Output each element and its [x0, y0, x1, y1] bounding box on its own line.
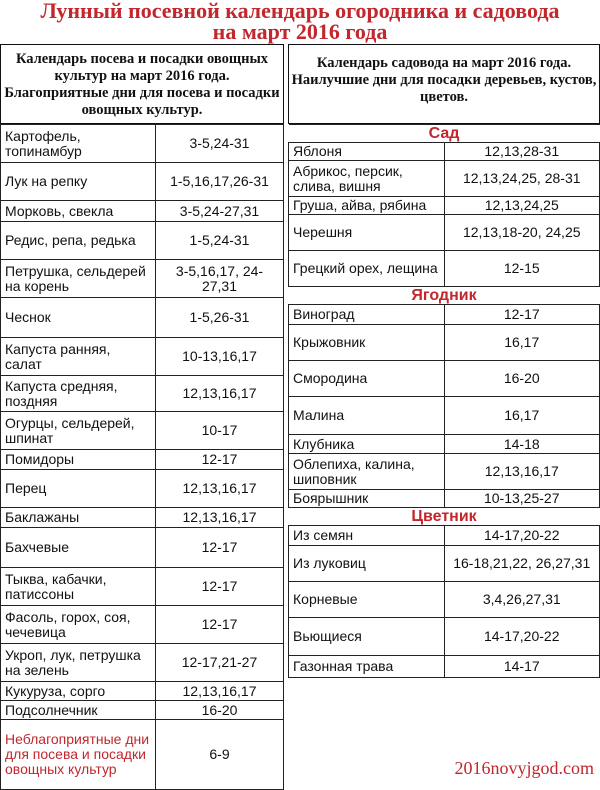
plant-name: Клубника [289, 435, 445, 454]
plant-days: 12,13,16,17 [444, 454, 600, 490]
table-row [289, 526, 600, 546]
unfavorable-label: Неблагоприятные дни для посева и посадки овощных культур [1, 720, 156, 790]
table-row [289, 215, 600, 251]
table-row [289, 656, 600, 678]
table-row [1, 201, 284, 222]
table-row [1, 338, 284, 376]
section-title-flowers: Цветник [289, 508, 600, 526]
plant-name: Абрикос, персик, слива, вишня [289, 161, 445, 197]
table-row [289, 454, 600, 490]
table-row [1, 163, 284, 201]
plant-days: 14-17,20-22 [444, 618, 600, 656]
crop-name: Кукуруза, сорго [1, 682, 156, 701]
crop-days: 1-5,26-31 [156, 298, 284, 338]
crop-days: 12-17 [156, 568, 284, 606]
table-row [289, 435, 600, 454]
table-row [1, 298, 284, 338]
table-row [1, 606, 284, 644]
crop-name: Укроп, лук, петрушка на зелень [1, 644, 156, 682]
crop-days: 3-5,24-31 [156, 125, 284, 163]
crop-days: 10-13,16,17 [156, 338, 284, 376]
crop-days: 1-5,24-31 [156, 222, 284, 260]
plant-name: Груша, айва, рябина [289, 197, 445, 215]
site-watermark[interactable]: 2016novyjgod.com [454, 758, 594, 778]
crop-name: Чеснок [1, 298, 156, 338]
table-row [1, 450, 284, 470]
plant-name: Грецкий орех, лещина [289, 251, 445, 287]
crop-name: Баклажаны [1, 508, 156, 528]
table-row [289, 143, 600, 161]
plant-days: 12-15 [444, 251, 600, 287]
plant-days: 14-17,20-22 [444, 526, 600, 546]
table-row [1, 528, 284, 568]
crop-name: Морковь, свекла [1, 201, 156, 222]
plant-name: Малина [289, 397, 445, 435]
crop-name: Бахчевые [1, 528, 156, 568]
garden-calendar [288, 44, 600, 678]
section-row [289, 287, 600, 305]
plant-days: 12,13,24,25, 28-31 [444, 161, 600, 197]
section-title-garden: Сад [289, 125, 600, 143]
table-row [289, 325, 600, 361]
plant-name: Черешня [289, 215, 445, 251]
table-row [289, 546, 600, 582]
plant-days: 14-18 [444, 435, 600, 454]
table-row [1, 701, 284, 720]
plant-name: Крыжовник [289, 325, 445, 361]
table-row [1, 470, 284, 508]
plant-days: 16-18,21,22, 26,27,31 [444, 546, 600, 582]
table-row [1, 222, 284, 260]
plant-days: 16-20 [444, 361, 600, 397]
section-title-berries: Ягодник [289, 287, 600, 305]
table-row [289, 305, 600, 325]
plant-days: 12,13,24,25 [444, 197, 600, 215]
crop-days: 12-17 [156, 450, 284, 470]
crop-days: 10-17 [156, 412, 284, 450]
crop-days: 3-5,24-27,31 [156, 201, 284, 222]
plant-name: Облепиха, калина, шиповник [289, 454, 445, 490]
plant-name: Смородина [289, 361, 445, 397]
plant-name: Из семян [289, 526, 445, 546]
crop-name: Фасоль, горох, соя, чечевица [1, 606, 156, 644]
crop-name: Капуста ранняя, салат [1, 338, 156, 376]
section-row [289, 508, 600, 526]
crop-days: 16-20 [156, 701, 284, 720]
plant-name: Вьющиеся [289, 618, 445, 656]
unfavorable-days: 6-9 [156, 720, 284, 790]
crop-name: Лук на репку [1, 163, 156, 201]
crop-days: 12-17 [156, 606, 284, 644]
table-row [1, 376, 284, 412]
table-row [289, 251, 600, 287]
plant-name: Из луковиц [289, 546, 445, 582]
crop-days: 12-17 [156, 528, 284, 568]
table-row [1, 644, 284, 682]
plant-days: 16,17 [444, 325, 600, 361]
plant-name: Виноград [289, 305, 445, 325]
table-row [1, 125, 284, 163]
table-row [1, 682, 284, 701]
plant-days: 12,13,18-20, 24,25 [444, 215, 600, 251]
table-row [289, 197, 600, 215]
vegetable-calendar [0, 44, 284, 790]
garden-calendar-header: Календарь садовода на март 2016 года. Наилучшие дни для посадки деревьев, кустов, цветов. [288, 44, 600, 124]
table-row [289, 582, 600, 618]
crop-days: 12,13,16,17 [156, 682, 284, 701]
crop-days: 3-5,16,17, 24-27,31 [156, 260, 284, 298]
table-row [1, 412, 284, 450]
crop-days: 12,13,16,17 [156, 470, 284, 508]
crop-name: Перец [1, 470, 156, 508]
table-row [289, 490, 600, 508]
plant-days: 12-17 [444, 305, 600, 325]
plant-name: Боярышник [289, 490, 445, 508]
crop-name: Капуста средняя, поздняя [1, 376, 156, 412]
title-line-1: Лунный посевной календарь огородника и садовода [40, 0, 560, 23]
unfavorable-row [1, 720, 284, 790]
table-row [1, 568, 284, 606]
crop-name: Подсолнечник [1, 701, 156, 720]
vegetable-calendar-header: Календарь посева и посадки овощных культур на март 2016 года. Благоприятные дни для посева и посадки овощных культур. [0, 44, 284, 124]
plant-days: 3,4,26,27,31 [444, 582, 600, 618]
plant-days: 10-13,25-27 [444, 490, 600, 508]
crop-name: Помидоры [1, 450, 156, 470]
crop-name: Картофель, топинамбур [1, 125, 156, 163]
crop-days: 1-5,16,17,26-31 [156, 163, 284, 201]
crop-name: Тыква, кабачки, патиссоны [1, 568, 156, 606]
plant-days: 16,17 [444, 397, 600, 435]
table-row [289, 161, 600, 197]
crop-days: 12-17,21-27 [156, 644, 284, 682]
plant-name: Газонная трава [289, 656, 445, 678]
table-row [289, 397, 600, 435]
vegetable-table [0, 124, 284, 790]
plant-days: 12,13,28-31 [444, 143, 600, 161]
crop-name: Огурцы, сельдерей, шпинат [1, 412, 156, 450]
title-line-2: на март 2016 года [212, 19, 388, 44]
table-row [1, 508, 284, 528]
crop-name: Петрушка, сельдерей на корень [1, 260, 156, 298]
garden-table [288, 124, 600, 678]
crop-days: 12,13,16,17 [156, 376, 284, 412]
plant-name: Корневые [289, 582, 445, 618]
plant-name: Яблоня [289, 143, 445, 161]
table-row [1, 260, 284, 298]
table-row [289, 361, 600, 397]
crop-name: Редис, репа, редька [1, 222, 156, 260]
section-row [289, 125, 600, 143]
plant-days: 14-17 [444, 656, 600, 678]
page-title [0, 0, 600, 42]
crop-days: 12,13,16,17 [156, 508, 284, 528]
table-row [289, 618, 600, 656]
